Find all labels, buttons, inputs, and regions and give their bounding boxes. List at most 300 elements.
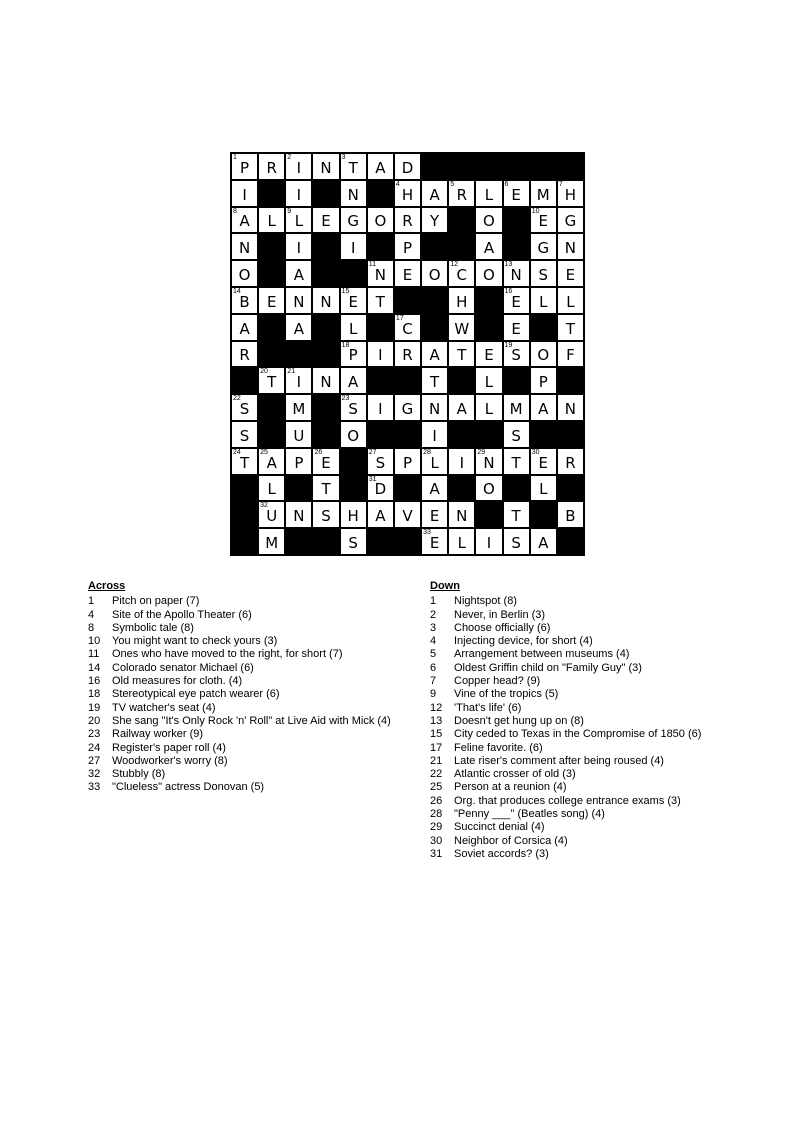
cell-letter: O	[483, 265, 495, 284]
grid-block	[503, 207, 530, 234]
grid-cell	[530, 207, 557, 234]
cell-letter: C	[402, 319, 413, 338]
grid-cell	[475, 341, 502, 368]
down-clue	[430, 808, 760, 821]
cell-letter: B	[565, 507, 576, 526]
across-clue	[88, 595, 408, 608]
grid-cell	[312, 153, 339, 180]
cell-letter: A	[538, 533, 549, 552]
cell-number: 31	[368, 475, 377, 483]
grid-cell	[340, 528, 367, 555]
cell-letter: S	[511, 533, 521, 552]
grid-cell	[557, 180, 584, 207]
grid-cell	[285, 394, 312, 421]
cell-letter: H	[564, 185, 577, 204]
grid-block	[367, 233, 394, 260]
cell-letter: N	[293, 507, 305, 526]
cell-letter: N	[456, 507, 468, 526]
clue-text: City ceded to Texas in the Compromise of 1850 (6)	[454, 728, 702, 741]
cell-letter: A	[293, 265, 304, 284]
cell-number: 7	[558, 180, 563, 188]
cell-letter: L	[566, 292, 575, 311]
grid-cell	[530, 475, 557, 502]
grid-block	[285, 528, 312, 555]
cell-letter: O	[537, 346, 550, 365]
clue-number: 24	[88, 741, 101, 754]
cell-letter: D	[401, 158, 414, 177]
grid-block	[475, 421, 502, 448]
clue-number: 5	[430, 648, 437, 661]
grid-cell	[503, 260, 530, 287]
cell-letter: A	[293, 319, 304, 338]
clue-text: Org. that produces college entrance exams (3)	[454, 794, 681, 807]
clue-number: 32	[88, 768, 101, 781]
grid-cell	[367, 475, 394, 502]
cell-letter: N	[347, 185, 359, 204]
grid-cell	[231, 341, 258, 368]
grid-cell	[475, 180, 502, 207]
grid-block	[231, 501, 258, 528]
grid-block	[394, 367, 421, 394]
clue-number: 12	[430, 701, 443, 714]
grid-block	[530, 153, 557, 180]
cell-letter: L	[484, 399, 494, 418]
clue-number: 8	[88, 621, 95, 634]
clue-text: Arrangement between museums (4)	[454, 648, 630, 661]
grid-block	[557, 528, 584, 555]
cell-number: 17	[395, 314, 404, 322]
down-clue	[430, 609, 760, 622]
cell-number: 19	[504, 341, 513, 349]
cell-letter: A	[538, 399, 549, 418]
cell-letter: N	[293, 292, 305, 311]
cell-letter: L	[267, 212, 276, 231]
cell-number: 8	[233, 207, 237, 215]
clue-text: Pitch on paper (7)	[112, 595, 200, 608]
grid-cell	[421, 394, 448, 421]
across-clue	[88, 688, 408, 701]
cell-letter: I	[378, 346, 383, 365]
cell-number: 4	[395, 180, 400, 188]
cell-letter: R	[565, 453, 576, 472]
grid-cell	[312, 475, 339, 502]
grid-block	[285, 475, 312, 502]
grid-cell	[258, 448, 285, 475]
cell-number: 2	[287, 154, 292, 161]
cell-letter: A	[429, 185, 440, 204]
down-clue	[430, 702, 760, 715]
clue-number: 1	[88, 595, 95, 608]
cell-letter: I	[296, 158, 302, 177]
grid-block	[312, 260, 339, 287]
grid-cell	[340, 287, 367, 314]
cell-letter: D	[374, 480, 387, 499]
grid-block	[231, 475, 258, 502]
cell-letter: M	[509, 399, 523, 418]
grid-cell	[557, 394, 584, 421]
clue-number: 13	[430, 714, 443, 727]
grid-cell	[258, 207, 285, 234]
cell-letter: N	[238, 239, 251, 258]
grid-cell	[530, 287, 557, 314]
clue-number: 22	[430, 768, 443, 781]
clue-text: You might want to check yours (3)	[112, 635, 278, 648]
cell-number: 10	[531, 207, 540, 215]
cell-letter: E	[429, 533, 440, 552]
grid-block	[421, 314, 448, 341]
grid-cell	[340, 367, 367, 394]
cell-letter: W	[454, 319, 470, 338]
grid-cell	[421, 528, 448, 555]
grid-block	[503, 233, 530, 260]
clue-number: 10	[88, 635, 101, 648]
clue-text: Soviet accords? (3)	[454, 847, 549, 860]
cell-letter: I	[296, 185, 302, 204]
cell-letter: E	[511, 292, 521, 311]
down-heading: Down	[430, 580, 460, 592]
grid-block	[258, 341, 285, 368]
grid-cell	[231, 421, 258, 448]
across-heading: Across	[88, 580, 126, 592]
grid-block	[530, 501, 557, 528]
grid-block	[475, 501, 502, 528]
grid-block	[367, 528, 394, 555]
cell-letter: G	[537, 239, 550, 258]
cell-number: 11	[368, 261, 377, 269]
cell-letter: B	[239, 292, 250, 311]
across-clue	[88, 715, 408, 728]
grid-cell	[503, 501, 530, 528]
grid-cell	[475, 475, 502, 502]
grid-cell	[367, 501, 394, 528]
clue-text: Copper head? (9)	[454, 675, 541, 688]
cell-letter: T	[511, 507, 521, 526]
cell-letter: A	[348, 373, 359, 392]
grid-cell	[421, 260, 448, 287]
grid-cell	[285, 448, 312, 475]
cell-letter: E	[429, 507, 440, 526]
clue-number: 27	[88, 754, 101, 767]
cell-letter: I	[242, 185, 247, 204]
cell-letter: S	[348, 533, 358, 552]
clue-number: 3	[430, 621, 437, 634]
grid-cell	[530, 341, 557, 368]
grid-cell	[231, 233, 258, 260]
cell-number: 9	[287, 207, 292, 215]
grid-cell	[557, 233, 584, 260]
cell-letter: R	[402, 212, 413, 231]
grid-block	[394, 287, 421, 314]
cell-letter: L	[294, 212, 304, 231]
grid-cell	[394, 341, 421, 368]
cell-letter: P	[294, 453, 304, 472]
across-clue	[88, 728, 408, 741]
clue-number: 4	[88, 608, 95, 621]
cell-letter: H	[401, 185, 414, 204]
cell-letter: T	[565, 319, 575, 338]
grid-cell	[530, 260, 557, 287]
down-clue	[430, 595, 760, 608]
clue-number: 33	[88, 781, 101, 794]
cell-letter: I	[296, 373, 302, 392]
cell-letter: T	[375, 292, 385, 311]
cell-letter: E	[565, 265, 576, 284]
across-clue	[88, 702, 408, 715]
clue-text: Woodworker's worry (8)	[112, 754, 228, 767]
cell-letter: P	[538, 373, 548, 392]
cell-letter: P	[240, 158, 250, 177]
across-clue	[88, 662, 408, 675]
clue-text: Stubbly (8)	[112, 768, 166, 781]
down-clue	[430, 781, 760, 794]
across-clues	[88, 580, 408, 795]
cell-letter: S	[321, 507, 331, 526]
cell-letter: U	[293, 426, 305, 445]
grid-cell	[448, 260, 475, 287]
grid-cell	[394, 314, 421, 341]
clue-text: Colorado senator Michael (6)	[112, 661, 254, 674]
grid-cell	[231, 153, 258, 180]
clue-text: Choose officially (6)	[454, 621, 551, 634]
clue-number: 4	[430, 635, 437, 648]
across-clue	[88, 675, 408, 688]
grid-block	[557, 367, 584, 394]
grid-block	[394, 528, 421, 555]
grid-cell	[340, 421, 367, 448]
cell-letter: E	[511, 185, 521, 204]
grid-cell	[503, 528, 530, 555]
cell-letter: T	[267, 373, 277, 392]
grid-block	[312, 421, 339, 448]
across-clue	[88, 648, 408, 661]
grid-cell	[421, 341, 448, 368]
cell-letter: S	[511, 346, 521, 365]
grid-cell	[367, 207, 394, 234]
clue-number: 26	[430, 794, 443, 807]
grid-cell	[394, 207, 421, 234]
grid-block	[557, 421, 584, 448]
grid-cell	[285, 501, 312, 528]
down-clue	[430, 715, 760, 728]
clue-text: Late riser's comment after being roused (4)	[454, 754, 664, 767]
cell-letter: U	[266, 507, 278, 526]
cell-letter: R	[266, 158, 277, 177]
across-clue	[88, 742, 408, 755]
cell-letter: G	[347, 212, 359, 231]
cell-number: 32	[260, 502, 268, 510]
cell-letter: I	[432, 426, 437, 445]
cell-letter: O	[428, 265, 441, 284]
cell-letter: T	[430, 373, 440, 392]
grid-cell	[394, 233, 421, 260]
grid-cell	[448, 341, 475, 368]
grid-cell	[503, 341, 530, 368]
clue-number: 18	[88, 688, 101, 701]
grid-block	[258, 394, 285, 421]
grid-cell	[340, 207, 367, 234]
grid-cell	[530, 528, 557, 555]
cell-letter: A	[375, 507, 386, 526]
grid-cell	[530, 367, 557, 394]
grid-cell	[258, 501, 285, 528]
grid-cell	[312, 367, 339, 394]
down-clue	[430, 821, 760, 834]
grid-cell	[421, 448, 448, 475]
grid-block	[475, 314, 502, 341]
cell-letter: L	[484, 185, 494, 204]
clue-text: Atlantic crosser of old (3)	[454, 768, 576, 781]
across-clue	[88, 622, 408, 635]
clue-number: 15	[430, 728, 443, 741]
cell-letter: M	[265, 533, 279, 552]
down-clue	[430, 755, 760, 768]
down-clue	[430, 662, 760, 675]
clue-text: Ones who have moved to the right, for short (7)	[112, 648, 343, 661]
down-clue	[430, 795, 760, 808]
cell-letter: O	[238, 265, 251, 284]
grid-cell	[448, 501, 475, 528]
grid-block	[285, 341, 312, 368]
down-clue	[430, 622, 760, 635]
grid-block	[394, 475, 421, 502]
grid-cell	[394, 260, 421, 287]
grid-block	[448, 207, 475, 234]
cell-letter: P	[402, 453, 413, 472]
clue-text: Never, in Berlin (3)	[454, 608, 546, 621]
cell-letter: L	[430, 453, 439, 472]
cell-letter: O	[483, 212, 495, 231]
grid-cell	[367, 448, 394, 475]
cell-letter: T	[348, 158, 358, 177]
grid-cell	[285, 367, 312, 394]
grid-block	[421, 287, 448, 314]
cell-number: 24	[233, 448, 241, 456]
cell-letter: S	[239, 399, 250, 418]
clue-text: Neighbor of Corsica (4)	[454, 834, 568, 847]
grid-cell	[557, 260, 584, 287]
cell-letter: C	[456, 265, 468, 284]
grid-block	[530, 314, 557, 341]
grid-cell	[258, 153, 285, 180]
cell-letter: Y	[430, 212, 440, 231]
grid-cell	[503, 421, 530, 448]
grid-cell	[285, 314, 312, 341]
cell-letter: A	[375, 158, 386, 177]
grid-cell	[503, 180, 530, 207]
grid-block	[340, 448, 367, 475]
down-clue	[430, 648, 760, 661]
clue-text: Nightspot (8)	[454, 595, 517, 608]
grid-block	[312, 394, 339, 421]
grid-cell	[475, 233, 502, 260]
cell-letter: S	[239, 426, 250, 445]
grid-block	[258, 180, 285, 207]
grid-cell	[394, 448, 421, 475]
grid-cell	[340, 180, 367, 207]
grid-cell	[258, 528, 285, 555]
grid-cell	[231, 314, 258, 341]
cell-letter: E	[402, 265, 413, 284]
cell-number: 25	[260, 448, 268, 456]
grid-cell	[448, 448, 475, 475]
clue-text: Stereotypical eye patch wearer (6)	[112, 688, 280, 701]
down-clue	[430, 768, 760, 781]
clue-text: Doesn't get hung up on (8)	[454, 714, 584, 727]
grid-block	[367, 180, 394, 207]
grid-block	[367, 421, 394, 448]
clue-number: 6	[430, 661, 437, 674]
cell-letter: H	[456, 292, 468, 311]
grid-cell	[340, 394, 367, 421]
clue-text: Old measures for cloth. (4)	[112, 675, 243, 688]
clue-number: 9	[430, 688, 437, 701]
cell-letter: P	[348, 346, 358, 365]
grid-cell	[258, 475, 285, 502]
across-clue-list	[88, 595, 408, 794]
grid-block	[312, 180, 339, 207]
cell-letter: G	[401, 399, 414, 418]
cell-letter: E	[321, 212, 331, 231]
cell-letter: R	[402, 346, 413, 365]
clue-text: 'That's life' (6)	[454, 701, 522, 714]
cell-letter: S	[511, 426, 521, 445]
cell-letter: T	[239, 453, 250, 472]
cell-letter: I	[459, 453, 465, 472]
clue-text: Site of the Apollo Theater (6)	[112, 608, 252, 621]
grid-cell	[475, 207, 502, 234]
grid-block	[394, 421, 421, 448]
grid-cell	[285, 287, 312, 314]
grid-block	[448, 421, 475, 448]
cell-number: 23	[341, 395, 350, 403]
cell-letter: T	[321, 480, 331, 499]
grid-block	[421, 153, 448, 180]
across-clue	[88, 768, 408, 781]
cell-letter: I	[296, 239, 302, 258]
cell-number: 14	[233, 287, 241, 295]
cell-letter: N	[483, 453, 495, 472]
grid-cell	[448, 180, 475, 207]
cell-letter: N	[429, 399, 441, 418]
grid-cell	[312, 207, 339, 234]
clue-number: 29	[430, 821, 443, 834]
cell-number: 21	[287, 368, 296, 376]
cell-number: 26	[314, 448, 323, 456]
grid-cell	[285, 421, 312, 448]
grid-cell	[503, 287, 530, 314]
grid-block	[557, 475, 584, 502]
grid-cell	[340, 341, 367, 368]
cell-number: 12	[450, 261, 459, 269]
clue-text: Person at a reunion (4)	[454, 781, 567, 794]
grid-cell	[421, 501, 448, 528]
across-clue	[88, 635, 408, 648]
grid-cell	[312, 501, 339, 528]
grid-cell	[312, 448, 339, 475]
cell-letter: N	[320, 292, 332, 311]
cell-number: 5	[450, 180, 455, 188]
grid-cell	[231, 207, 258, 234]
down-clue	[430, 848, 760, 861]
down-clue	[430, 728, 760, 741]
grid-block	[258, 421, 285, 448]
grid-block	[503, 367, 530, 394]
clue-text: Register's paper roll (4)	[112, 741, 226, 754]
grid-block	[448, 153, 475, 180]
grid-cell	[530, 448, 557, 475]
cell-letter: H	[347, 507, 359, 526]
cell-letter: T	[511, 453, 521, 472]
